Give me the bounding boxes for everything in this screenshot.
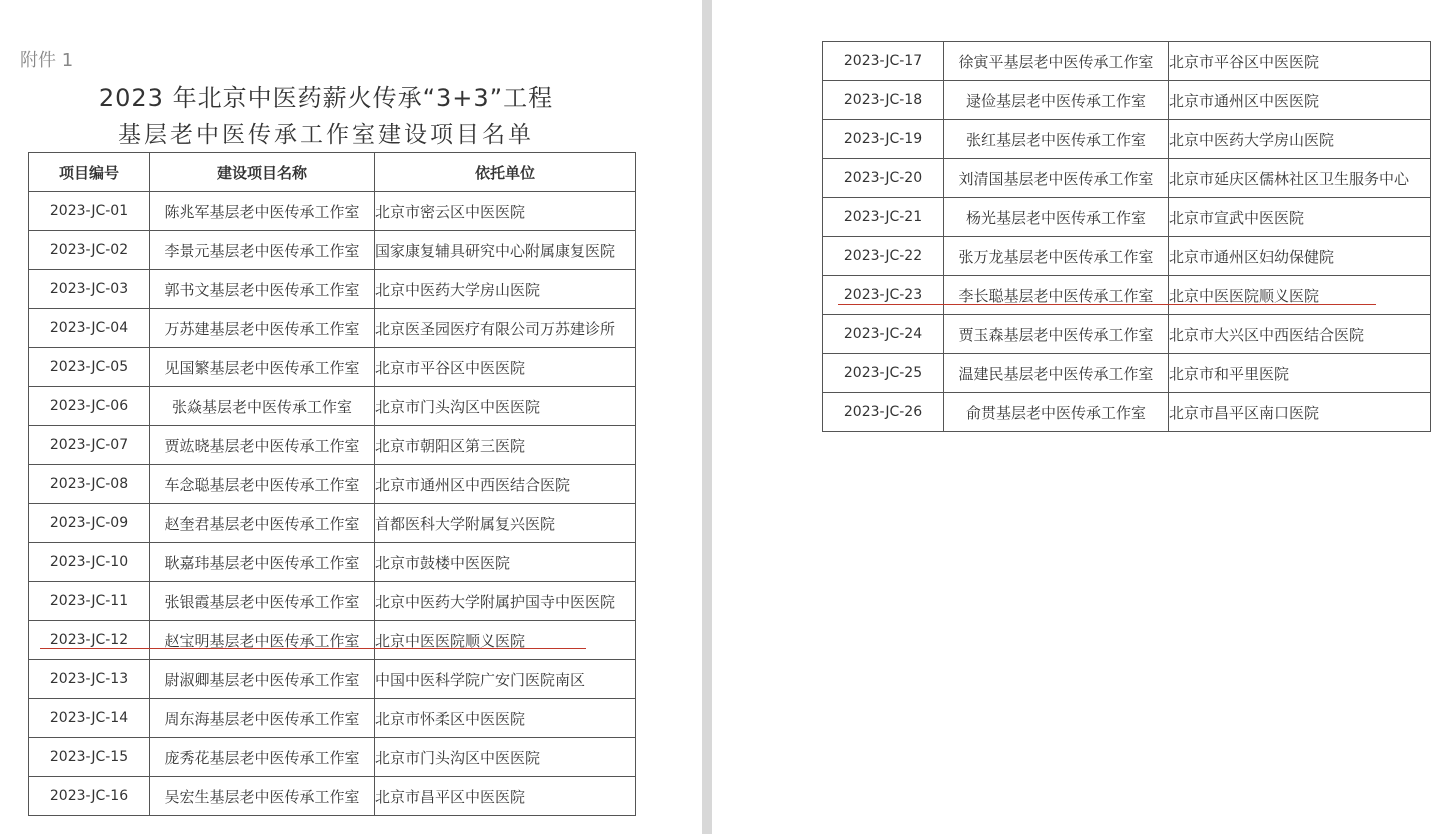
project-name: 庞秀花基层老中医传承工作室 <box>150 738 375 777</box>
host-unit: 北京市门头沟区中医医院 <box>375 738 636 777</box>
project-name: 逯俭基层老中医传承工作室 <box>944 81 1169 120</box>
project-code: 2023-JC-17 <box>823 42 944 81</box>
table-row <box>29 348 636 387</box>
table-row <box>29 192 636 231</box>
project-name: 张红基层老中医传承工作室 <box>944 120 1169 159</box>
table-row <box>29 699 636 738</box>
project-name: 赵宝明基层老中医传承工作室 <box>150 621 375 660</box>
project-code: 2023-JC-22 <box>823 237 944 276</box>
host-unit: 北京市通州区中西医结合医院 <box>375 465 636 504</box>
project-code: 2023-JC-09 <box>29 504 150 543</box>
project-name: 李长聪基层老中医传承工作室 <box>944 276 1169 315</box>
host-unit: 北京医圣园医疗有限公司万苏建诊所 <box>375 309 636 348</box>
table-row <box>29 309 636 348</box>
project-name: 郭书文基层老中医传承工作室 <box>150 270 375 309</box>
project-name: 温建民基层老中医传承工作室 <box>944 354 1169 393</box>
project-table-right <box>822 41 1431 432</box>
project-code: 2023-JC-08 <box>29 465 150 504</box>
host-unit: 北京市鼓楼中医医院 <box>375 543 636 582</box>
project-table-left <box>28 152 636 816</box>
host-unit: 国家康复辅具研究中心附属康复医院 <box>375 231 636 270</box>
host-unit: 北京中医医院顺义医院 <box>1169 276 1431 315</box>
project-code: 2023-JC-04 <box>29 309 150 348</box>
table-row <box>823 159 1431 198</box>
table-row <box>29 621 636 660</box>
table-row <box>823 315 1431 354</box>
table-row <box>29 270 636 309</box>
project-name: 张万龙基层老中医传承工作室 <box>944 237 1169 276</box>
host-unit: 北京中医药大学附属护国寺中医医院 <box>375 582 636 621</box>
project-code: 2023-JC-07 <box>29 426 150 465</box>
host-unit: 北京市平谷区中医医院 <box>375 348 636 387</box>
table-row <box>29 231 636 270</box>
project-name: 陈兆军基层老中医传承工作室 <box>150 192 375 231</box>
table-row <box>29 465 636 504</box>
table-row <box>29 387 636 426</box>
project-name: 吴宏生基层老中医传承工作室 <box>150 777 375 816</box>
table-row <box>29 738 636 777</box>
host-unit: 北京中医药大学房山医院 <box>1169 120 1431 159</box>
host-unit: 北京市门头沟区中医医院 <box>375 387 636 426</box>
project-code: 2023-JC-12 <box>29 621 150 660</box>
project-name: 张焱基层老中医传承工作室 <box>150 387 375 426</box>
table-header-row <box>29 153 636 192</box>
host-unit: 北京市平谷区中医医院 <box>1169 42 1431 81</box>
project-code: 2023-JC-03 <box>29 270 150 309</box>
header-name: 建设项目名称 <box>150 153 375 192</box>
project-code: 2023-JC-13 <box>29 660 150 699</box>
project-code: 2023-JC-14 <box>29 699 150 738</box>
project-name: 贾玉森基层老中医传承工作室 <box>944 315 1169 354</box>
project-code: 2023-JC-20 <box>823 159 944 198</box>
project-name: 刘清国基层老中医传承工作室 <box>944 159 1169 198</box>
host-unit: 北京市通州区妇幼保健院 <box>1169 237 1431 276</box>
project-code: 2023-JC-25 <box>823 354 944 393</box>
host-unit: 北京中医药大学房山医院 <box>375 270 636 309</box>
project-name: 见国繁基层老中医传承工作室 <box>150 348 375 387</box>
project-name: 张银霞基层老中医传承工作室 <box>150 582 375 621</box>
host-unit: 北京市宣武中医医院 <box>1169 198 1431 237</box>
host-unit: 北京市和平里医院 <box>1169 354 1431 393</box>
project-name: 俞贯基层老中医传承工作室 <box>944 393 1169 432</box>
project-code: 2023-JC-06 <box>29 387 150 426</box>
project-code: 2023-JC-10 <box>29 543 150 582</box>
project-code: 2023-JC-23 <box>823 276 944 315</box>
header-unit: 依托单位 <box>375 153 636 192</box>
attachment-label: 附件 1 <box>20 50 74 71</box>
table-row <box>29 426 636 465</box>
table-row <box>29 543 636 582</box>
host-unit: 北京市密云区中医医院 <box>375 192 636 231</box>
table-row <box>29 777 636 816</box>
project-code: 2023-JC-05 <box>29 348 150 387</box>
host-unit: 北京市昌平区南口医院 <box>1169 393 1431 432</box>
table-row <box>823 276 1431 315</box>
project-code: 2023-JC-19 <box>823 120 944 159</box>
project-code: 2023-JC-16 <box>29 777 150 816</box>
table-row <box>823 393 1431 432</box>
project-code: 2023-JC-02 <box>29 231 150 270</box>
table-row <box>823 198 1431 237</box>
table-row <box>29 582 636 621</box>
host-unit: 北京市昌平区中医医院 <box>375 777 636 816</box>
document-title-line1: 2023 年北京中医药薪火传承“3+3”工程 <box>98 84 554 112</box>
project-name: 徐寅平基层老中医传承工作室 <box>944 42 1169 81</box>
host-unit: 北京市怀柔区中医医院 <box>375 699 636 738</box>
table-row <box>823 120 1431 159</box>
table-row <box>29 504 636 543</box>
project-code: 2023-JC-18 <box>823 81 944 120</box>
host-unit: 北京中医医院顺义医院 <box>375 621 636 660</box>
host-unit: 北京市朝阳区第三医院 <box>375 426 636 465</box>
host-unit: 首都医科大学附属复兴医院 <box>375 504 636 543</box>
table-row <box>823 81 1431 120</box>
project-code: 2023-JC-21 <box>823 198 944 237</box>
project-name: 尉淑卿基层老中医传承工作室 <box>150 660 375 699</box>
project-name: 耿嘉玮基层老中医传承工作室 <box>150 543 375 582</box>
project-name: 周东海基层老中医传承工作室 <box>150 699 375 738</box>
red-underline-mark-right <box>838 304 1376 305</box>
host-unit: 中国中医科学院广安门医院南区 <box>375 660 636 699</box>
project-name: 李景元基层老中医传承工作室 <box>150 231 375 270</box>
project-name: 杨光基层老中医传承工作室 <box>944 198 1169 237</box>
red-underline-mark-left <box>40 648 586 649</box>
project-code: 2023-JC-11 <box>29 582 150 621</box>
table-row <box>823 354 1431 393</box>
table-row <box>29 660 636 699</box>
project-code: 2023-JC-01 <box>29 192 150 231</box>
project-name: 万苏建基层老中医传承工作室 <box>150 309 375 348</box>
header-code: 项目编号 <box>29 153 150 192</box>
project-code: 2023-JC-24 <box>823 315 944 354</box>
document-title-line2: 基层老中医传承工作室建设项目名单 <box>118 122 534 148</box>
project-code: 2023-JC-15 <box>29 738 150 777</box>
table-row <box>823 42 1431 81</box>
project-name: 车念聪基层老中医传承工作室 <box>150 465 375 504</box>
host-unit: 北京市大兴区中西医结合医院 <box>1169 315 1431 354</box>
project-name: 赵奎君基层老中医传承工作室 <box>150 504 375 543</box>
host-unit: 北京市延庆区儒林社区卫生服务中心 <box>1169 159 1431 198</box>
project-name: 贾竑晓基层老中医传承工作室 <box>150 426 375 465</box>
project-code: 2023-JC-26 <box>823 393 944 432</box>
table-row <box>823 237 1431 276</box>
host-unit: 北京市通州区中医医院 <box>1169 81 1431 120</box>
